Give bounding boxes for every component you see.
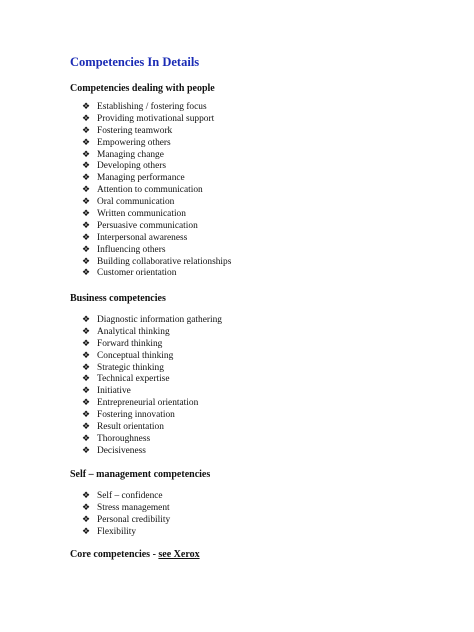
list-item (82, 398, 222, 410)
diamond-bullet-icon: ❖ (82, 161, 91, 172)
diamond-bullet-icon: ❖ (82, 433, 91, 444)
section-heading-self-management: Self – management competencies (70, 469, 211, 480)
list-item-text: Fostering innovation (97, 410, 175, 421)
diamond-bullet-icon: ❖ (82, 209, 91, 220)
list-item (82, 374, 222, 386)
list-item (82, 434, 222, 446)
diamond-bullet-icon: ❖ (82, 398, 91, 409)
list-item (82, 386, 222, 398)
diamond-bullet-icon: ❖ (82, 422, 91, 433)
diamond-bullet-icon: ❖ (82, 514, 91, 525)
list-item-text: Technical expertise (97, 374, 170, 385)
list-item-text: Conceptual thinking (97, 350, 174, 361)
list-item-text: Managing performance (97, 173, 185, 184)
list-item (82, 503, 170, 515)
list-item (82, 257, 231, 269)
diamond-bullet-icon: ❖ (82, 256, 91, 267)
list-item (82, 527, 170, 539)
list-item (82, 150, 231, 162)
list-item-text: Influencing others (97, 244, 166, 255)
diamond-bullet-icon: ❖ (82, 410, 91, 421)
list-item-text: Strategic thinking (97, 362, 164, 373)
list-item-text: Customer orientation (97, 268, 177, 279)
list-item-text: Building collaborative relationships (97, 256, 232, 267)
list-item-text: Developing others (97, 161, 166, 172)
diamond-bullet-icon: ❖ (82, 502, 91, 513)
list-item (82, 327, 222, 339)
diamond-bullet-icon: ❖ (82, 244, 91, 255)
list-item-text: Persuasive communication (97, 220, 198, 231)
list-item-text: Decisiveness (97, 445, 146, 456)
diamond-bullet-icon: ❖ (82, 445, 91, 456)
list-item-text: Thoroughness (97, 433, 151, 444)
list-item (82, 114, 231, 126)
diamond-bullet-icon: ❖ (82, 350, 91, 361)
diamond-bullet-icon: ❖ (82, 526, 91, 537)
list-item-text: Self – confidence (97, 491, 163, 501)
diamond-bullet-icon: ❖ (82, 386, 91, 397)
diamond-bullet-icon: ❖ (82, 220, 91, 231)
list-item (82, 126, 231, 138)
list-item (82, 233, 231, 245)
diamond-bullet-icon: ❖ (82, 326, 91, 337)
list-item-text: Fostering teamwork (97, 125, 173, 136)
diamond-bullet-icon: ❖ (82, 197, 91, 208)
list-item (82, 185, 231, 197)
diamond-bullet-icon: ❖ (82, 374, 91, 385)
diamond-bullet-icon: ❖ (82, 137, 91, 148)
list-item-text: Establishing / fostering focus (97, 102, 207, 112)
list-item-text: Oral communication (97, 197, 175, 208)
list-item-text: Stress management (97, 502, 170, 513)
list-item (82, 410, 222, 422)
people-competencies-list (82, 102, 231, 280)
list-item-text: Written communication (97, 209, 186, 220)
diamond-bullet-icon: ❖ (82, 362, 91, 373)
list-item-text: Empowering others (97, 137, 171, 148)
diamond-bullet-icon: ❖ (82, 185, 91, 196)
see-xerox-link[interactable]: see Xerox (158, 549, 200, 560)
list-item (82, 209, 231, 221)
list-item-text: Forward thinking (97, 338, 163, 349)
list-item (82, 221, 231, 233)
list-item-text: Providing motivational support (97, 113, 215, 124)
diamond-bullet-icon: ❖ (82, 173, 91, 184)
diamond-bullet-icon: ❖ (82, 491, 91, 501)
diamond-bullet-icon: ❖ (82, 315, 91, 325)
list-item-text: Analytical thinking (97, 326, 170, 337)
list-item (82, 245, 231, 257)
list-item (82, 351, 222, 363)
diamond-bullet-icon: ❖ (82, 149, 91, 160)
list-item (82, 268, 231, 280)
list-item (82, 339, 222, 351)
list-item-text: Diagnostic information gathering (97, 315, 222, 325)
core-competencies-label: Core competencies - (70, 549, 159, 560)
section-heading-business: Business competencies (70, 293, 166, 304)
diamond-bullet-icon: ❖ (82, 113, 91, 124)
list-item-text: Managing change (97, 149, 164, 160)
list-item (82, 315, 222, 327)
list-item-text: Attention to communication (97, 185, 203, 196)
diamond-bullet-icon: ❖ (82, 232, 91, 243)
list-item (82, 446, 222, 458)
list-item-text: Result orientation (97, 422, 164, 433)
list-item (82, 491, 170, 503)
list-item (82, 422, 222, 434)
diamond-bullet-icon: ❖ (82, 268, 91, 279)
list-item (82, 173, 231, 185)
diamond-bullet-icon: ❖ (82, 338, 91, 349)
page-title: Competencies In Details (70, 55, 200, 69)
list-item (82, 197, 231, 209)
list-item-text: Flexibility (97, 526, 137, 537)
list-item-text: Initiative (97, 386, 131, 397)
section-heading-people: Competencies dealing with people (70, 83, 215, 94)
list-item (82, 102, 231, 114)
list-item (82, 161, 231, 173)
list-item-text: Interpersonal awareness (97, 232, 188, 243)
list-item-text: Entrepreneurial orientation (97, 398, 199, 409)
list-item (82, 138, 231, 150)
diamond-bullet-icon: ❖ (82, 125, 91, 136)
diamond-bullet-icon: ❖ (82, 102, 91, 112)
core-competencies-line (70, 549, 200, 560)
business-competencies-list (82, 315, 222, 458)
list-item (82, 515, 170, 527)
list-item-text: Personal credibility (97, 514, 171, 525)
list-item (82, 363, 222, 375)
self-management-competencies-list (82, 491, 170, 539)
